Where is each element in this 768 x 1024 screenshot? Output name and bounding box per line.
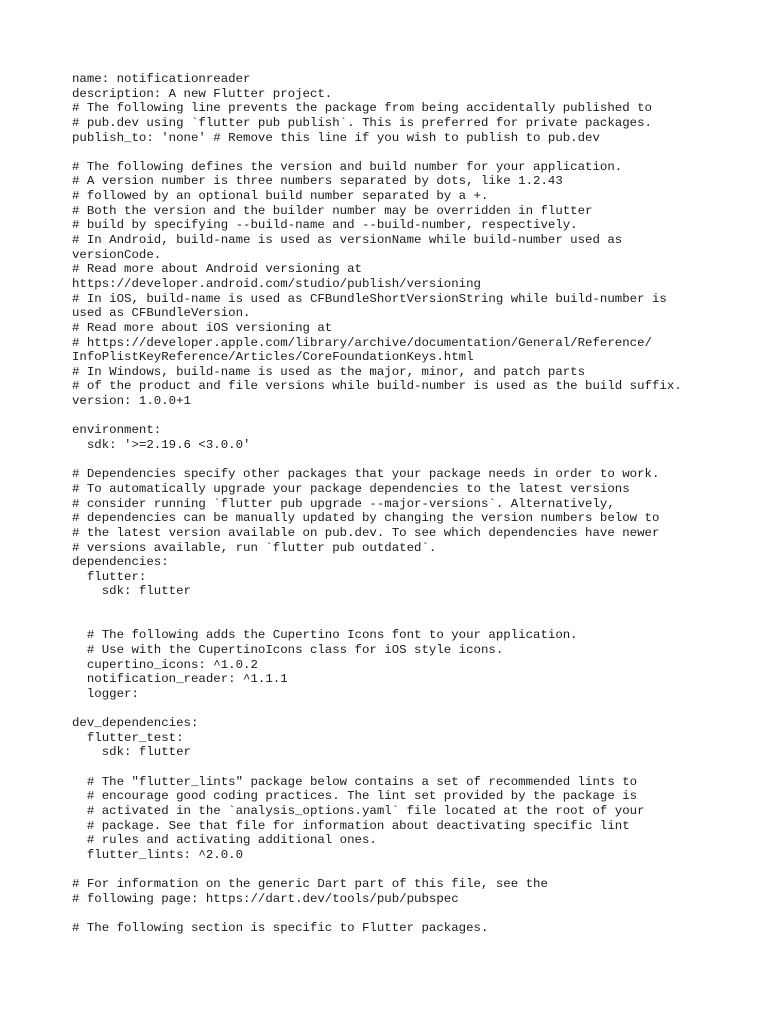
code-line: # Read more about iOS versioning at (72, 320, 333, 335)
code-line: # In iOS, build-name is used as CFBundleShortVersionString while build-number is (72, 291, 667, 306)
code-line: # In Windows, build-name is used as the major, minor, and patch parts (72, 364, 586, 379)
code-line: dev_dependencies: (72, 716, 199, 731)
code-text-block (72, 72, 682, 936)
code-line: # pub.dev using `flutter pub publish`. This is preferred for private packages. (72, 115, 652, 130)
code-line: cupertino_icons: ^1.0.2 (72, 657, 258, 672)
code-line: # The "flutter_lints" package below contains a set of recommended lints to (72, 774, 638, 789)
code-line: InfoPlistKeyReference/Articles/CoreFoundationKeys.html (72, 350, 474, 365)
code-line: description: A new Flutter project. (72, 86, 333, 101)
code-line: # of the product and file versions while build-number is used as the build suffix. (72, 379, 682, 394)
code-line (72, 614, 682, 629)
code-line: version: 1.0.0+1 (72, 394, 191, 409)
code-line (72, 760, 682, 775)
code-line (72, 453, 682, 468)
code-line: # build by specifying --build-name and --build-number, respectively. (72, 218, 578, 233)
code-line: # Dependencies specify other packages that your package needs in order to work. (72, 467, 660, 482)
code-line: # The following line prevents the package from being accidentally published to (72, 101, 652, 116)
code-line: # versions available, run `flutter pub outdated`. (72, 540, 437, 555)
code-line: # encourage good coding practices. The lint set provided by the package is (72, 789, 638, 804)
code-line (72, 599, 682, 614)
code-line: publish_to: 'none' # Remove this line if you wish to publish to pub.dev (72, 130, 600, 145)
code-line (72, 409, 682, 424)
code-line: # following page: https://dart.dev/tools/pub/pubspec (72, 891, 459, 906)
code-line: # In Android, build-name is used as versionName while build-number used as (72, 233, 623, 248)
code-line: # dependencies can be manually updated by changing the version numbers below to (72, 511, 660, 526)
code-line: flutter_lints: ^2.0.0 (72, 847, 244, 862)
code-line: sdk: flutter (72, 584, 191, 599)
code-line: # package. See that file for information about deactivating specific lint (72, 818, 630, 833)
code-line: environment: (72, 423, 162, 438)
code-line (72, 702, 682, 717)
code-line: # followed by an optional build number separated by a +. (72, 189, 489, 204)
code-line (72, 863, 682, 878)
code-line: # For information on the generic Dart part of this file, see the (72, 877, 548, 892)
code-line: # the latest version available on pub.dev. To see which dependencies have newer (72, 525, 660, 540)
code-line: https://developer.android.com/studio/publish/versioning (72, 276, 481, 291)
code-line: sdk: '>=2.19.6 <3.0.0' (72, 438, 251, 453)
code-line: # The following adds the Cupertino Icons font to your application. (72, 628, 578, 643)
code-line: # To automatically upgrade your package dependencies to the latest versions (72, 481, 630, 496)
code-line: # Read more about Android versioning at (72, 262, 362, 277)
code-line: # The following defines the version and build number for your application. (72, 159, 623, 174)
code-line: name: notificationreader (72, 72, 251, 86)
code-line (72, 145, 682, 160)
code-line: dependencies: (72, 555, 169, 570)
code-line: # A version number is three numbers separated by dots, like 1.2.43 (72, 174, 563, 189)
code-line: used as CFBundleVersion. (72, 306, 251, 321)
code-line: # https://developer.apple.com/library/archive/documentation/General/Reference/ (72, 335, 652, 350)
code-line: logger: (72, 686, 139, 701)
code-line: notification_reader: ^1.1.1 (72, 672, 288, 687)
code-line: versionCode. (72, 247, 162, 262)
code-line: # The following section is specific to Flutter packages. (72, 921, 489, 936)
code-line: # rules and activating additional ones. (72, 833, 377, 848)
code-line: # Both the version and the builder number may be overridden in flutter (72, 203, 593, 218)
code-line (72, 907, 682, 922)
code-line: # Use with the CupertinoIcons class for iOS style icons. (72, 642, 504, 657)
code-line: sdk: flutter (72, 745, 191, 760)
code-line: # consider running `flutter pub upgrade --major-versions`. Alternatively, (72, 496, 615, 511)
code-line: flutter: (72, 569, 147, 584)
code-line: flutter_test: (72, 730, 184, 745)
code-line: # activated in the `analysis_options.yaml` file located at the root of your (72, 804, 645, 819)
